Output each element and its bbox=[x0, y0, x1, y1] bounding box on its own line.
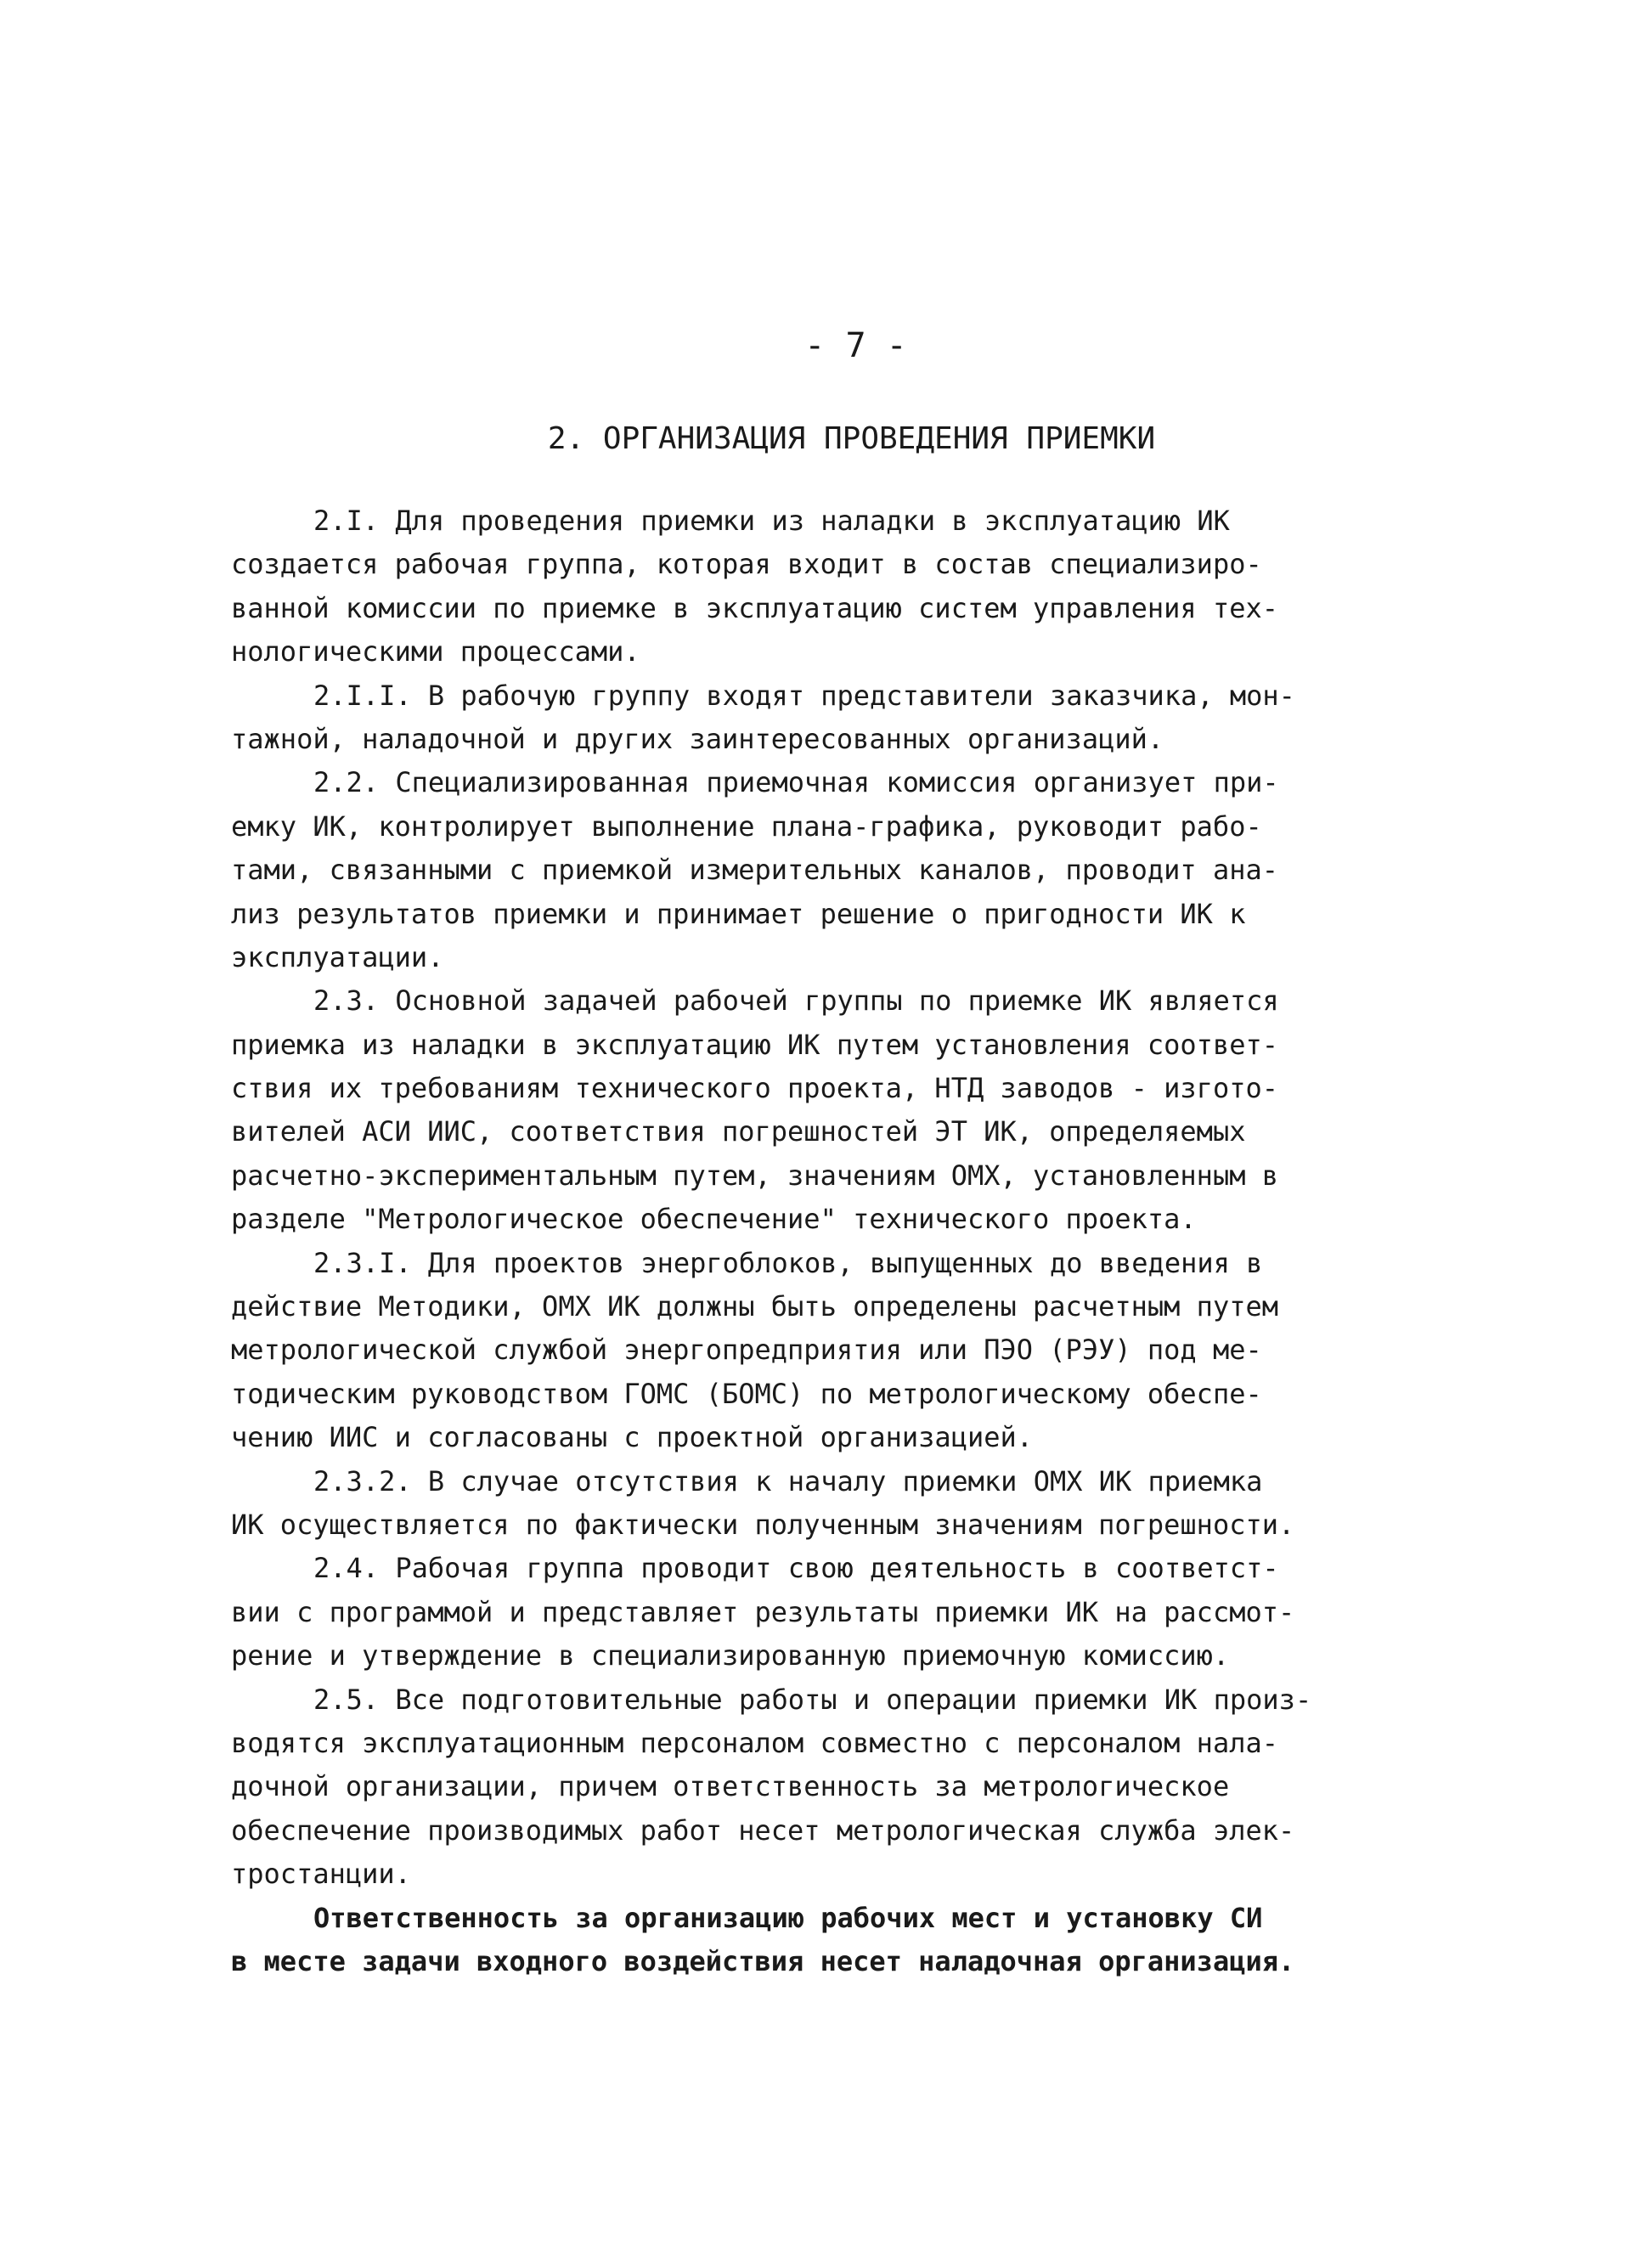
text-line: нологическими процессами. bbox=[231, 635, 640, 668]
text-line: эксплуатации. bbox=[231, 940, 444, 973]
text-line: действие Методики, ОМХ ИК должны быть определены расчетным путем bbox=[231, 1290, 1278, 1323]
text-line: разделе "Метрологическое обеспечение" технического проекта. bbox=[231, 1203, 1197, 1236]
text-line: расчетно-экспериментальным путем, значениям ОМХ, установленным в bbox=[231, 1159, 1278, 1192]
text-line: рение и утверждение в специализированную приемочную комиссию. bbox=[231, 1639, 1230, 1672]
text-line: тодическим руководством ГОМС (БОМС) по метрологическому обеспе- bbox=[231, 1377, 1262, 1410]
text-line: вителей АСИ ИИС, соответствия погрешностей ЭТ ИК, определяемых bbox=[231, 1115, 1246, 1148]
text-line: лиз результатов приемки и принимает решение о пригодности ИК к bbox=[231, 897, 1246, 930]
text-line: вии с программой и представляет результаты приемки ИК на рассмот- bbox=[231, 1595, 1295, 1628]
text-line: 2.4. Рабочая группа проводит свою деятельность в соответст- bbox=[313, 1552, 1279, 1585]
text-line: емку ИК, контролирует выполнение плана-графика, руководит рабо- bbox=[231, 809, 1262, 843]
text-line: дочной организации, причем ответственность за метрологическое bbox=[231, 1770, 1230, 1803]
text-line: ИК осуществляется по фактически полученным значениям погрешности. bbox=[231, 1508, 1295, 1541]
text-line: тростанции. bbox=[231, 1858, 411, 1891]
text-line: 2.3. Основной задачей рабочей группы по приемке ИК является bbox=[313, 984, 1279, 1018]
text-line: 2.5. Все подготовительные работы и операции приемки ИК произ- bbox=[313, 1683, 1312, 1716]
text-line: в месте задачи входного воздействия несет наладочная организация. bbox=[231, 1944, 1295, 1977]
section-title: 2. ОРГАНИЗАЦИЯ ПРОВЕДЕНИЯ ПРИЕМКИ bbox=[547, 421, 1156, 456]
text-line: ствия их требованиям технического проекта, НТД заводов - изгото- bbox=[231, 1072, 1278, 1105]
document-body bbox=[231, 499, 1352, 1983]
text-line: 2.3.I. Для проектов энергоблоков, выпущенных до введения в bbox=[313, 1246, 1263, 1279]
text-line: тажной, наладочной и других заинтересованных организаций. bbox=[231, 722, 1164, 755]
text-line: ванной комиссии по приемке в эксплуатацию систем управления тех- bbox=[231, 591, 1278, 624]
text-line: тами, связанными с приемкой измерительных каналов, проводит ана- bbox=[231, 854, 1278, 887]
text-line: водятся эксплуатационным персоналом совместно с персоналом нала- bbox=[231, 1726, 1278, 1759]
text-line: обеспечение производимых работ несет метрологическая служба элек- bbox=[231, 1813, 1295, 1847]
page-number: - 7 - bbox=[804, 326, 907, 365]
text-line: метрологической службой энергопредприятия или ПЭО (РЭУ) под ме- bbox=[231, 1334, 1262, 1367]
text-line: 2.3.2. В случае отсутствия к началу приемки ОМХ ИК приемка bbox=[313, 1464, 1263, 1497]
text-line: Ответственность за организацию рабочих мест и установку СИ bbox=[313, 1901, 1263, 1934]
text-line: чению ИИС и согласованы с проектной организацией. bbox=[231, 1421, 1034, 1454]
text-line: приемка из наладки в эксплуатацию ИК путем установления соответ- bbox=[231, 1028, 1278, 1061]
text-line: 2.2. Специализированная приемочная комиссия организует при- bbox=[313, 766, 1279, 799]
text-line: 2.I.I. В рабочую группу входят представители заказчика, мон- bbox=[313, 679, 1295, 712]
text-line: создается рабочая группа, которая входит в состав специализиро- bbox=[231, 548, 1262, 581]
text-line: 2.I. Для проведения приемки из наладки в эксплуатацию ИК bbox=[313, 505, 1230, 537]
